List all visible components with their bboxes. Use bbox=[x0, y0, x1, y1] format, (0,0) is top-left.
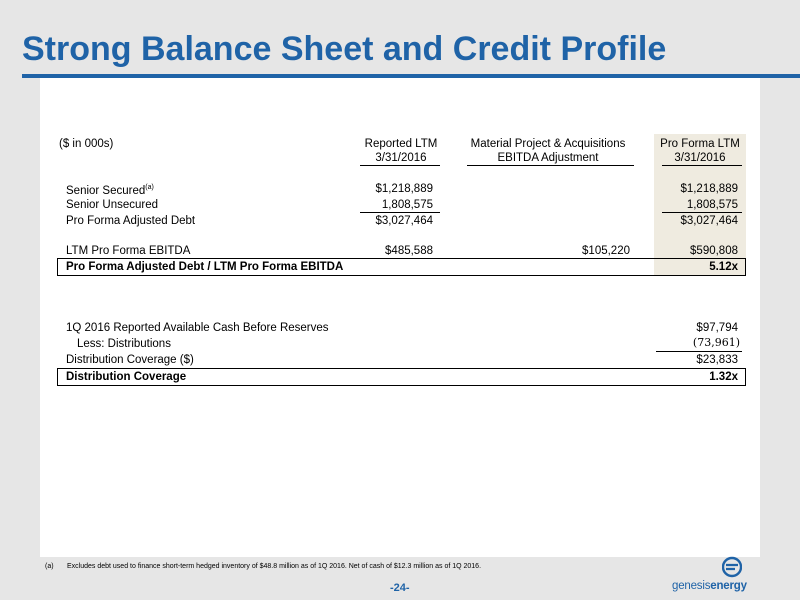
row-value-proforma: $1,218,889 bbox=[680, 183, 738, 195]
row-label: Senior Unsecured bbox=[66, 199, 159, 211]
page-number: -24- bbox=[390, 582, 410, 594]
row-value-proforma: $590,808 bbox=[690, 245, 738, 257]
row-value-reported: $3,027,464 bbox=[375, 215, 433, 227]
col-reported-header-2: 3/31/2016 bbox=[375, 152, 427, 164]
row-label: Pro Forma Adjusted Debt bbox=[66, 215, 196, 227]
leverage-label: Pro Forma Adjusted Debt / LTM Pro Forma EBITDA bbox=[66, 261, 344, 273]
col-adjustment-header-1: Material Project & Acquisitions bbox=[470, 138, 626, 150]
col-adjustment-header-2: EBITDA Adjustment bbox=[497, 152, 599, 164]
row-value-adjustment: $105,220 bbox=[582, 245, 630, 257]
col-reported-header-1: Reported LTM bbox=[364, 138, 438, 150]
coverage-row-label: Less: Distributions bbox=[77, 338, 171, 350]
header-underline bbox=[467, 165, 634, 166]
company-logo bbox=[672, 556, 782, 596]
col-proforma-header-1: Pro Forma LTM bbox=[660, 138, 740, 150]
footnote-ref: (a) bbox=[145, 184, 154, 191]
footnote-mark: (a) bbox=[45, 563, 54, 570]
row-value-reported: $485,588 bbox=[385, 245, 433, 257]
subtotal-underline bbox=[662, 212, 742, 213]
logo-wordmark: genesisenergy bbox=[672, 580, 747, 592]
header-underline bbox=[662, 165, 742, 166]
page-title: Strong Balance Sheet and Credit Profile bbox=[22, 30, 667, 68]
coverage-row-value: $97,794 bbox=[696, 322, 738, 334]
row-label: Senior Secured$^{(a)}$ bbox=[66, 184, 154, 197]
subtotal-underline bbox=[360, 212, 440, 213]
header-underline bbox=[360, 165, 440, 166]
row-value-proforma: $3,027,464 bbox=[680, 215, 738, 227]
row-value-reported: 1,808,575 bbox=[381, 199, 433, 211]
leverage-value: 5.12x bbox=[709, 261, 738, 273]
row-value-proforma: 1,808,575 bbox=[686, 199, 738, 211]
coverage-value: 1.32x bbox=[709, 371, 738, 383]
coverage-row-value: $23,833 bbox=[696, 354, 738, 366]
coverage-row-label: Distribution Coverage ($) bbox=[66, 354, 194, 366]
row-label: LTM Pro Forma EBITDA bbox=[66, 245, 191, 257]
genesis-logo-icon bbox=[722, 556, 742, 578]
subtotal-underline bbox=[656, 351, 742, 352]
coverage-row-value: (73,961) bbox=[692, 336, 740, 349]
footnote-text: Excludes debt used to finance short-term hedged inventory of $48.8 million as of 1Q 2016. Net of cash of $12.3 million as of 1Q 2016. bbox=[67, 563, 482, 570]
coverage-label: Distribution Coverage bbox=[66, 371, 187, 383]
units-label: ($ in 000s) bbox=[59, 138, 114, 150]
coverage-row-label: 1Q 2016 Reported Available Cash Before Reserves bbox=[66, 322, 329, 334]
row-value-reported: $1,218,889 bbox=[375, 183, 433, 195]
col-proforma-header-2: 3/31/2016 bbox=[674, 152, 726, 164]
